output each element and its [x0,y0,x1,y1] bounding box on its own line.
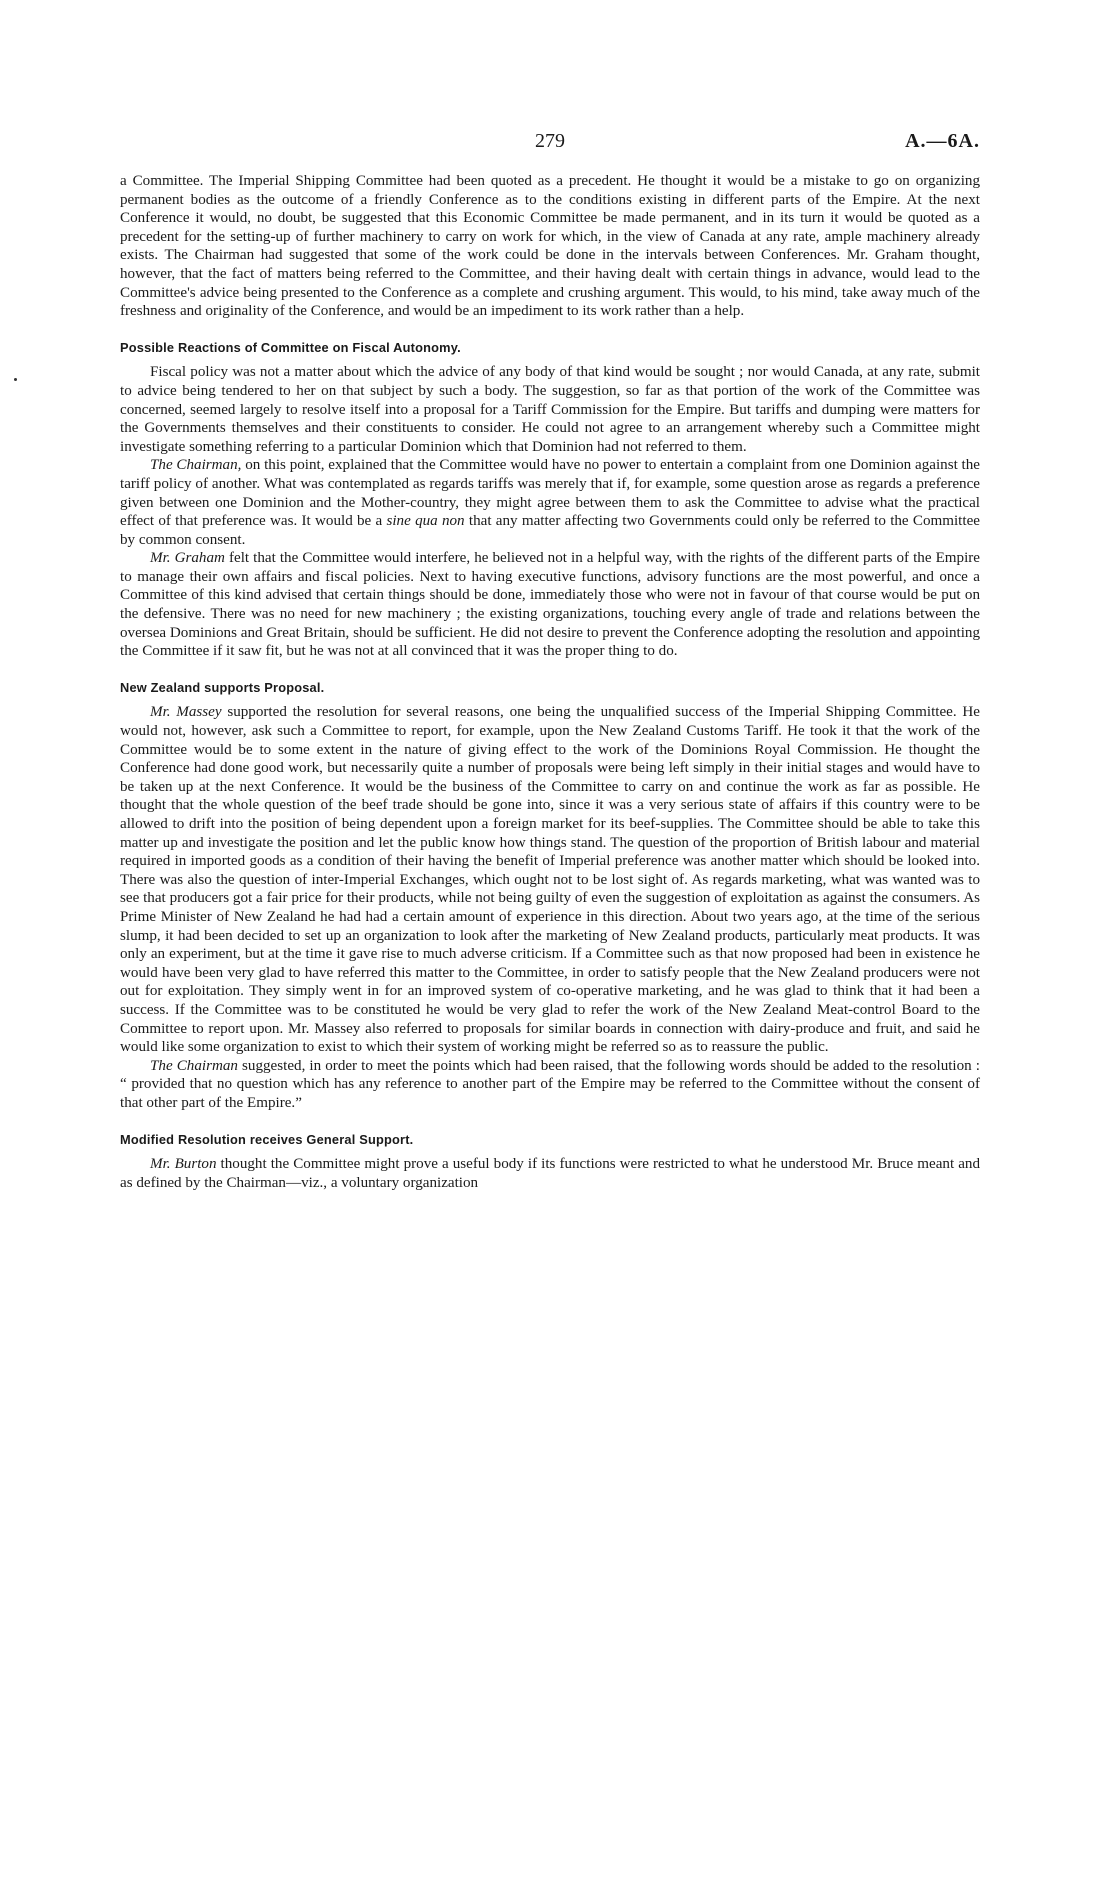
speaker-massey: Mr. Massey [150,704,222,721]
section-heading-new-zealand: New Zealand supports Proposal. [120,679,325,695]
paragraph-text: supported the resolution for several reasons, one being the unqualified success of the Imperial Shipping Committee. He would not, however, ask such a Committee to report, for example, upon the New Zealand Customs Tariff. He took it that the work of the Committee would be to some extent in the nature of giving effect to the work of the Dominions Royal Commission. He thought the Conference had done good work, but necessarily quite a number of proposals were being left simply in their initial stages and would have to be taken up at the next Conference. It would be the business of the Committee to carry on and continue the work as far as possible. He thought that the whole question of the beef trade should be gone into, since it was a very serious state of affairs if this country were to be allowed to drift into the position of being dependent upon a foreign market for its beef-supplies. The Committee should be able to take this matter up and investigate the position and let the public know how things stand. The question of the proportion of British labour and material required in imported goods as a condition of their having the benefit of Imperial preference was another matter which should be looked into. There was also the question of inter-Imperial Exchanges, which ought not to be lost sight of. As regards marketing, what was wanted was to see that producers got a fair price for their products, while not being guilty of even the suggestion of exploitation as against the consumers. As Prime Minister of New Zealand he had had a certain amount of experience in this direction. About two years ago, at the time of the serious slump, it had been decided to set up an organization to look after the marketing of New Zealand products, particularly meat products. It was only an experiment, but at the time it gave rise to much adverse criticism. If a Committee such as that now proposed had been in existence he would have been very glad to have referred this matter to the Committee, in order to satisfy people that the New Zealand producers were not out for exploitation. They simply went in for an improved system of co-operative marketing, and he was glad to think that it had been a success. If the Committee was to be constituted he would be very glad to refer the work of the New Zealand Meat-control Board to the Committee to report upon. Mr. Massey also referred to proposals for similar boards in connection with dairy-produce and fruit, and said he would like some organization to exist to which their system of working might be referred so as to reassure the public. [120,704,980,1056]
speaker-burton: Mr. Burton [150,1156,217,1173]
paragraph-text: on this point, explained that the Committee would have no power to entertain a complaint from one Dominion against the tariff policy of another. What was contemplated as regards tariffs was merely that if, for example, some question arose as regards a preference given between one Dominion and the Mother-country, they might agree between them to ask the Committee to advise what the practical effect of that preference was. It would be a [120,457,980,530]
intro-paragraph: a Committee. The Imperial Shipping Committee had been quoted as a precedent. He thought it would be a mistake to go on organizing permanent bodies as the outcome of a friendly Conference as to the conditions existing in different parts of the Empire. At the next Conference it would, no doubt, be suggested that this Economic Committee be made permanent, and in its turn it would be quoted as a precedent for the setting-up of further machinery to carry on work for which, in the view of Canada at any rate, ample machinery already exists. The Chairman had suggested that some of the work could be done in the intervals between Conferences. Mr. Graham thought, however, that the fact of matters being referred to the Committee, and their having dealt with certain things in advance, would lead to the Committee's advice being presented to the Conference as a complete and crushing argument. This would, to his mind, take away much of the freshness and originality of the Conference, and would be an impediment to its work rather than a help. [120,173,980,320]
margin-mark [14,378,17,381]
paragraph-text: suggested, in order to meet the points which had been raised, that the following words should be added to the resolution : “ provided that no question which has any reference to another part of the Empire may be referred to the Committee without the consent of that other part of the Empire.” [120,1057,980,1111]
page-number: 279 [535,130,565,152]
speaker-chairman: The Chairman, [150,457,242,474]
resolution-paragraph-1 [120,1155,980,1192]
section-heading-fiscal-autonomy: Possible Reactions of Committee on Fiscal Autonomy. [120,339,461,355]
document-body [120,172,980,1192]
nz-paragraph-1 [120,703,980,1056]
section-heading-modified-resolution: Modified Resolution receives General Support. [120,1131,414,1147]
latin-phrase: sine qua non [386,513,465,530]
fiscal-paragraph-3 [120,549,980,661]
paragraph-text: that any matter affecting two Governments could only be referred to the Committee by common consent. [120,513,980,548]
speaker-graham: Mr. Graham [150,550,225,567]
paragraph-text: felt that the Committee would interfere, he believed not in a helpful way, with the rights of the different parts of the Empire to manage their own affairs and fiscal policies. Next to having executive functions, advisory functions are the most powerful, and once a Committee of this kind advised that certain things should be done, immediately those who were not in favour of that course would be put on the defensive. There was no need for new machinery ; the existing organizations, touching every angle of trade and relations between the oversea Dominions and Great Britain, should be sufficient. He did not desire to prevent the Conference adopting the resolution and appointing the Committee if it saw fit, but he was not at all convinced that it was the proper thing to do. [120,550,980,660]
page-header [120,130,980,160]
fiscal-paragraph-2 [120,456,980,549]
speaker-chairman: The Chairman [150,1057,238,1074]
paragraph-text: thought the Committee might prove a useful body if its functions were restricted to what he understood Mr. Bruce meant and as defined by the Chairman—viz., a voluntary organization [120,1156,980,1191]
nz-paragraph-2 [120,1057,980,1113]
fiscal-paragraph-1: Fiscal policy was not a matter about which the advice of any body of that kind would be sought ; nor would Canada, at any rate, submit to advice being tendered to her on that subject by such a body. The suggestion, so far as that portion of the work of the Committee was concerned, seemed largely to resolve itself into a proposal for a Tariff Commission for the Empire. But tariffs and dumping were matters for the Governments themselves and their constituents to consider. He could not agree to an arrangement whereby such a Committee might investigate something referring to a particular Dominion which that Dominion had not referred to them. [120,364,980,455]
document-reference: A.—6A. [905,130,980,152]
